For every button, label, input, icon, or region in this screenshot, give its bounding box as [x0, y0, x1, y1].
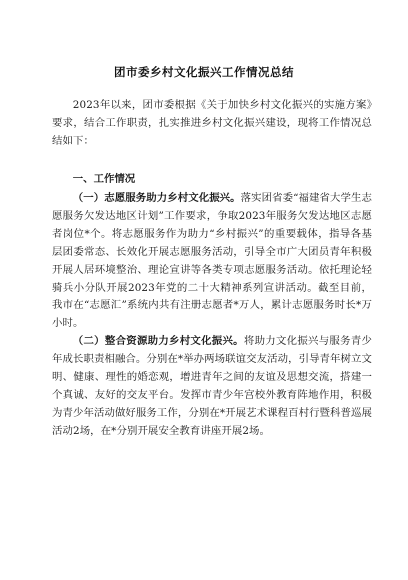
document-title: 团市委乡村文化振兴工作情况总结 — [114, 65, 294, 79]
item-paragraph-volunteer — [52, 190, 372, 333]
item-body-volunteer: 落实团省委“福建省大学生志愿服务欠发达地区计划”工作要求，争取2023年服务欠发达地区志愿者岗位*个。将志愿服务作为助力“乡村振兴”的重要载体，指导各基层团委常态、长效化开展志愿服务活动，引导全市广大团员青年积极开展人居环境整治、理论宣讲等各类专项志愿服务活动。依托理论轻骑兵小分队开展2023年党的二十大精神系列宣讲活动。截至目前，我市在“志愿汇”系统内共有注册志愿者*万人，累计志愿服务时长*万小时。 — [52, 192, 372, 330]
section-heading-work-status: 一、工作情况 — [72, 173, 136, 185]
item-paragraph-resources — [52, 333, 372, 440]
intro-paragraph: 2023年以来，团市委根据《关于加快乡村文化振兴的实施方案》要求，结合工作职责，扎实推进乡村文化振兴建设，现将工作情况总结如下： — [52, 99, 372, 147]
item-title-volunteer: （一）志愿服务助力乡村文化振兴。 — [72, 192, 241, 204]
item-title-resources: （二）整合资源助力乡村文化振兴。 — [72, 335, 244, 347]
item-body-resources: 将助力文化振兴与服务青少年成长职责相融合。分别在*举办两场联谊交友活动，引导青年树立文明、健康、理性的婚恋观，增进青年之间的友谊及思想交流，搭建一个真诚、友好的交友平台。发挥市青少年宫校外教育阵地作用，积极为青少年活动做好服务工作，分别在*开展艺术课程百村行暨科普巡展活动2场，在*分别开展安全教育讲座开展2场。 — [52, 335, 373, 437]
